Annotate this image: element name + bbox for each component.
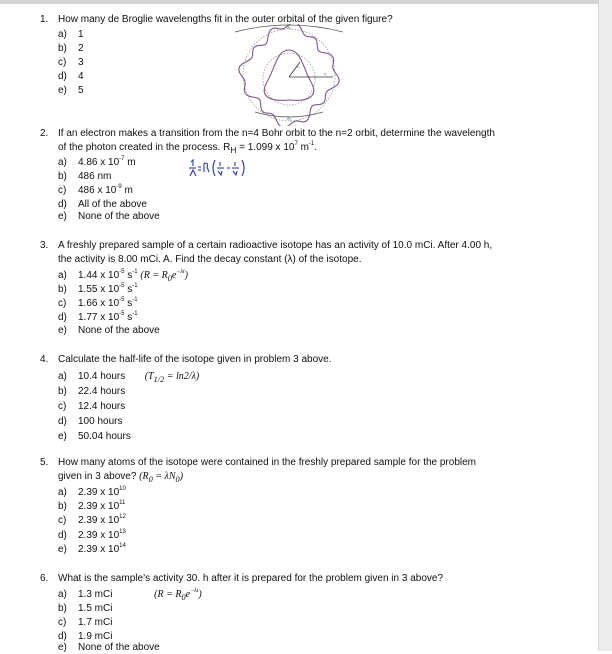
option-text: 100 hours [78, 416, 123, 427]
option-letter: d) [58, 416, 67, 427]
label-r2: r₂ [324, 71, 327, 76]
option-letter: b) [58, 603, 67, 614]
option-text: None of the above [78, 325, 160, 336]
option-text: 1.5 mCi [78, 603, 113, 614]
option-text: 50.04 hours [78, 431, 131, 442]
option-letter: b) [58, 171, 67, 182]
question-text: A freshly prepared sample of a certain radioactive isotope has an activity of 10.0 mCi. After 4.00 h, [58, 240, 493, 251]
question-text: Calculate the half-life of the isotope given in problem 3 above. [58, 354, 332, 365]
question-number: 5. [40, 457, 49, 468]
question-text: What is the sample’s activity 30. h after it is prepared for the problem given in 3 above? [58, 573, 444, 584]
option-letter: d) [58, 71, 67, 82]
option-text: 2.39 x $10^{14}$ [78, 543, 126, 555]
option-letter: e) [58, 544, 67, 555]
option-text: 1.3 mCi $(R = R_0e^{-\lambda t})$ [78, 588, 202, 602]
option-text: None of the above [78, 211, 160, 222]
option-letter: e) [58, 325, 67, 336]
question-text: How many de Broglie wavelengths fit in the outer orbital of the given figure? [58, 14, 393, 25]
option-letter: c) [58, 185, 67, 196]
option-letter: d) [58, 312, 67, 323]
option-letter: a) [58, 371, 67, 382]
label-lambda1: λ₁ [287, 25, 292, 31]
option-text: 1 [78, 29, 84, 40]
option-letter: d) [58, 631, 67, 642]
option-letter: b) [58, 386, 67, 397]
option-text: 1.66 x $10^{-5}$ $s^{-1}$ [78, 297, 138, 309]
option-letter: a) [58, 589, 67, 600]
option-text: 1.77 x $10^{-5}$ $s^{-1}$ [78, 311, 138, 323]
option-letter: e) [58, 211, 67, 222]
option-letter: c) [58, 617, 67, 628]
option-text: 2.39 x $10^{11}$ [78, 500, 126, 512]
inner-orbit-circle [263, 53, 315, 105]
question-number: 1. [40, 14, 49, 25]
option-text: 22.4 hours [78, 386, 126, 397]
option-text: 2.39 x $10^{13}$ [78, 529, 126, 541]
option-text: 3 [78, 57, 84, 68]
question-number: 4. [40, 354, 49, 365]
question-number: 3. [40, 240, 49, 251]
option-text: 1.9 mCi [78, 631, 113, 642]
option-text: All of the above [78, 199, 147, 210]
option-text: 4.86 x $10^{-7}$ m [78, 156, 136, 168]
option-letter: e) [58, 431, 67, 442]
option-letter: b) [58, 43, 67, 54]
option-text: None of the above [78, 642, 160, 653]
option-letter: b) [58, 501, 67, 512]
option-letter: e) [58, 642, 67, 653]
option-text: 486 x $10^{-9}$ m [78, 184, 133, 196]
question-text: given in 3 above? $(R_0 = \lambda N_0)$ [58, 471, 184, 484]
option-text: 2.39 x $10^{12}$ [78, 514, 126, 526]
question-text: of the photon created in the process. $R_H = 1.099$ x $10^7$ $m^{-1}$. [58, 141, 318, 155]
label-r1: r₁ [297, 64, 300, 69]
question-text: the activity is 8.00 mCi. A. Find the decay constant (λ) of the isotope. [58, 254, 362, 265]
question-text: How many atoms of the isotope were contained in the freshly prepared sample for the problem [58, 457, 476, 468]
option-letter: a) [58, 270, 67, 281]
orbit-figure [205, 24, 355, 126]
top-border [0, 0, 612, 4]
question-number: 6. [40, 573, 49, 584]
option-text: 2 [78, 43, 84, 54]
option-text: 10.4 hours $(T_{1/2} = \ln 2/\lambda)$ [78, 371, 200, 384]
label-lambda2: λ₂ [287, 116, 292, 122]
option-letter: d) [58, 530, 67, 541]
option-text: 1.7 mCi [78, 617, 113, 628]
outer-orbit-circle [243, 29, 335, 121]
option-letter: d) [58, 199, 67, 210]
handwritten-rydberg-formula [188, 157, 248, 183]
option-letter: a) [58, 157, 67, 168]
inner-wave [264, 50, 314, 100]
question-text: If an electron makes a transition from the n=4 Bohr orbit to the n=2 orbit, determine the wavelength [58, 128, 495, 139]
option-text: 5 [78, 85, 84, 96]
option-text: 4 [78, 71, 84, 82]
option-letter: c) [58, 401, 67, 412]
question-number: 2. [40, 128, 49, 139]
option-letter: e) [58, 85, 67, 96]
option-letter: b) [58, 284, 67, 295]
option-letter: c) [58, 515, 67, 526]
option-text: 1.44 x $10^{-5}$ $s^{-1}$ $(R = R_0e^{-\lambda t})$ [78, 269, 188, 283]
option-letter: a) [58, 29, 67, 40]
option-letter: a) [58, 487, 67, 498]
option-text: 1.55 x $10^{-5}$ $s^{-1}$ [78, 283, 138, 295]
option-text: 2.39 x $10^{10}$ [78, 486, 126, 498]
option-text: 12.4 hours [78, 401, 126, 412]
scrollbar[interactable] [598, 0, 612, 651]
option-letter: c) [58, 298, 67, 309]
option-text: 486 nm [78, 171, 112, 182]
option-letter: c) [58, 57, 67, 68]
